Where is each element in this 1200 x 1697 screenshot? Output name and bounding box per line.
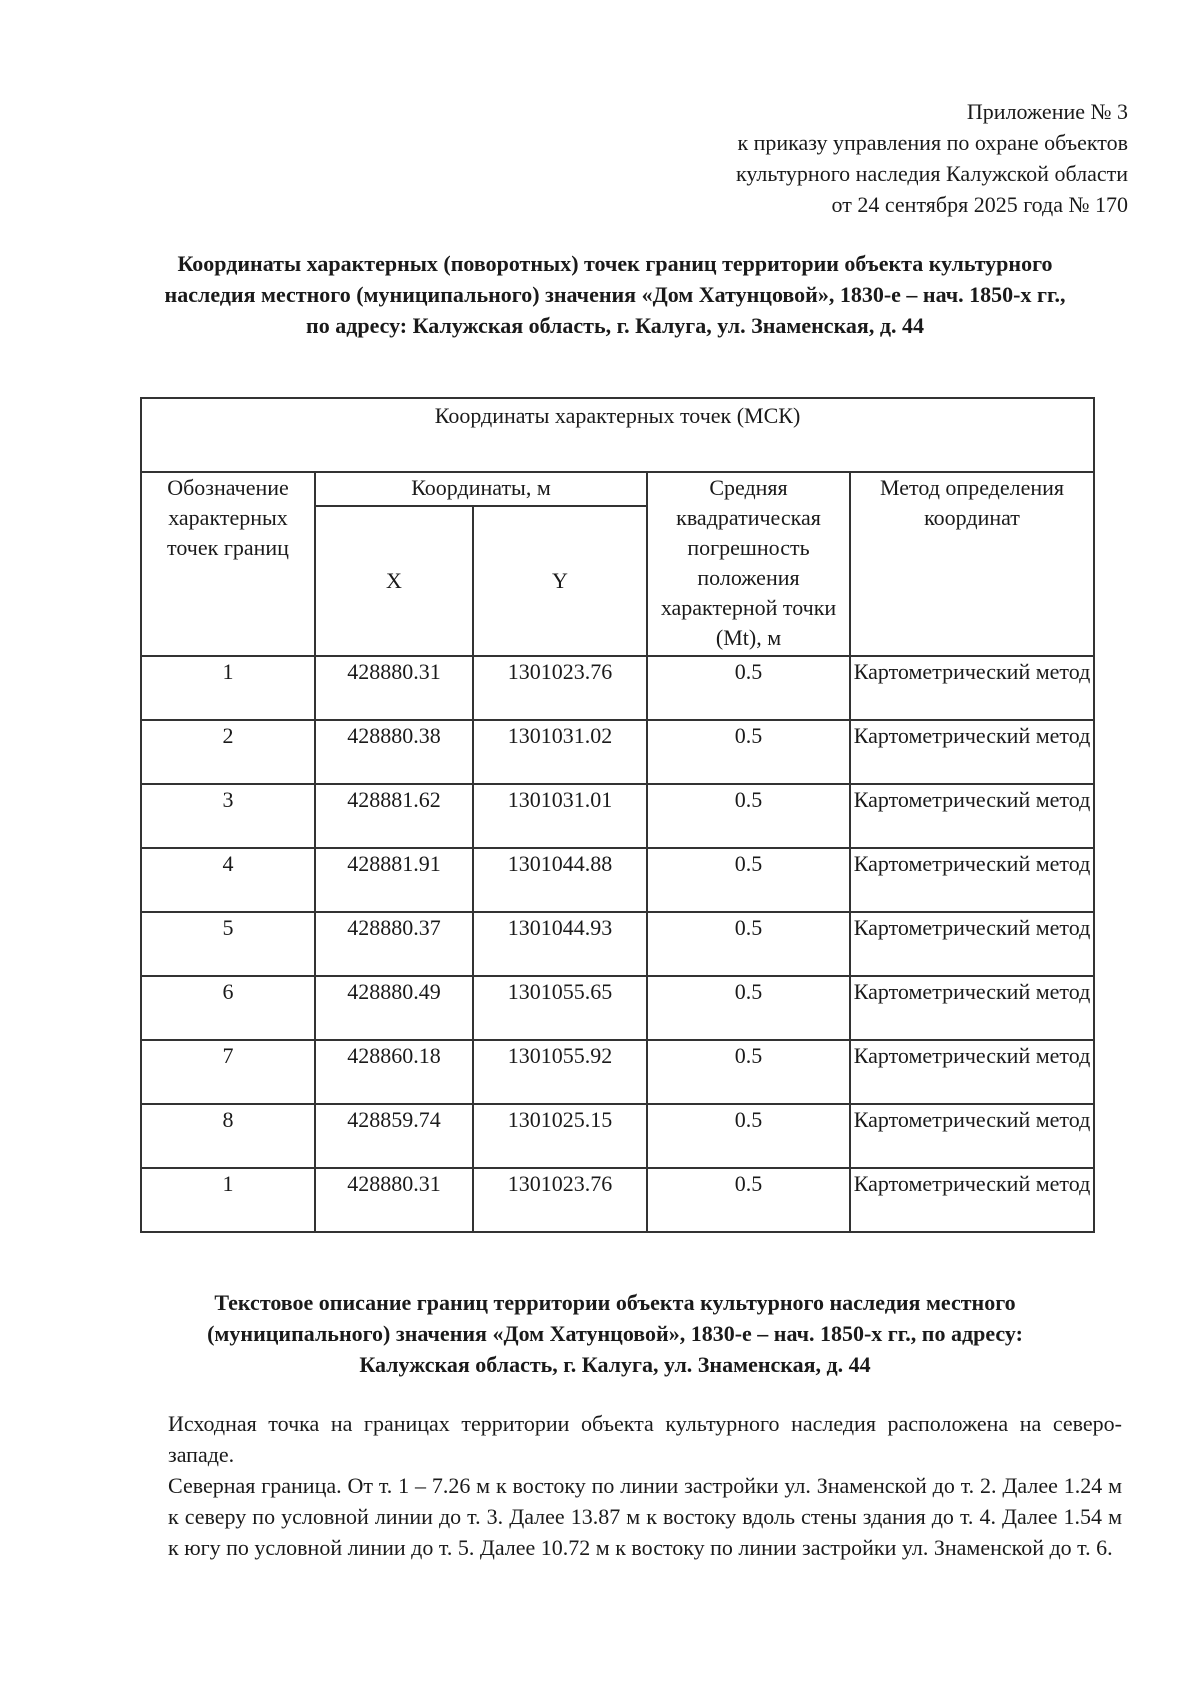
cell-method: Картометрический метод [850, 1104, 1094, 1168]
appendix-authority-line: культурного наследия Калужской области [736, 161, 1128, 186]
cell-y: 1301031.02 [473, 720, 647, 784]
cell-method: Картометрический метод [850, 848, 1094, 912]
coordinates-title: Координаты характерных (поворотных) точек границ территории объекта культурного наследия местного (муниципального) значения «Дом Хатунцовой», 1830-е – нач. 1850-х гг., по адресу: Калужская область, г. Калуга, ул. Знаменская, д. 44 [164, 251, 1066, 338]
cell-x: 428880.38 [315, 720, 473, 784]
cell-error: 0.5 [647, 1040, 850, 1104]
cell-x: 428859.74 [315, 1104, 473, 1168]
cell-y: 1301055.65 [473, 976, 647, 1040]
header-point: Обозначение характерных точек границ [141, 472, 315, 656]
paragraph-northern-boundary: Северная граница. От т. 1 – 7.26 м к востоку по линии застройки ул. Знаменской до т. 2. Далее 1.24 м к северу по условной линии до т. 3. Далее 13.87 м к востоку вдоль стены здания до т. 4. Далее 1.54 м к югу по условной линии до т. 5. Далее 10.72 м к востоку по линии застройки ул. Знаменской до т. 6. [168, 1473, 1122, 1560]
cell-method: Картометрический метод [850, 912, 1094, 976]
cell-x: 428880.31 [315, 656, 473, 720]
cell-x: 428881.91 [315, 848, 473, 912]
cell-method: Картометрический метод [850, 1040, 1094, 1104]
table-row [141, 1040, 1094, 1104]
cell-error: 0.5 [647, 912, 850, 976]
cell-point: 1 [141, 656, 315, 720]
cell-y: 1301023.76 [473, 656, 647, 720]
coordinates-table [140, 397, 1095, 1233]
cell-y: 1301044.93 [473, 912, 647, 976]
cell-error: 0.5 [647, 1168, 850, 1232]
cell-method: Картометрический метод [850, 720, 1094, 784]
paragraph-start-point: Исходная точка на границах территории объекта культурного наследия расположена на северо-западе. [168, 1411, 1122, 1467]
cell-y: 1301023.76 [473, 1168, 647, 1232]
cell-x: 428881.62 [315, 784, 473, 848]
cell-point: 1 [141, 1168, 315, 1232]
boundary-description [168, 1408, 1122, 1563]
cell-x: 428860.18 [315, 1040, 473, 1104]
cell-method: Картометрический метод [850, 784, 1094, 848]
appendix-date-line: от 24 сентября 2025 года № 170 [831, 192, 1128, 217]
table-caption: Координаты характерных точек (МСК) [141, 398, 1094, 472]
cell-error: 0.5 [647, 976, 850, 1040]
table-row [141, 1168, 1094, 1232]
cell-point: 5 [141, 912, 315, 976]
table-row [141, 784, 1094, 848]
cell-y: 1301055.92 [473, 1040, 647, 1104]
table-row [141, 720, 1094, 784]
table-row [141, 976, 1094, 1040]
cell-x: 428880.31 [315, 1168, 473, 1232]
cell-error: 0.5 [647, 784, 850, 848]
table-row [141, 912, 1094, 976]
header-coords: Координаты, м [315, 472, 647, 506]
cell-y: 1301044.88 [473, 848, 647, 912]
cell-point: 4 [141, 848, 315, 912]
header-error: Средняя квадратическая погрешность положения характерной точки (Mt), м [647, 472, 850, 656]
table-row [141, 848, 1094, 912]
cell-error: 0.5 [647, 1104, 850, 1168]
cell-error: 0.5 [647, 720, 850, 784]
cell-point: 8 [141, 1104, 315, 1168]
header-x: X [315, 506, 473, 656]
cell-y: 1301025.15 [473, 1104, 647, 1168]
header-y: Y [473, 506, 647, 656]
cell-x: 428880.37 [315, 912, 473, 976]
cell-method: Картометрический метод [850, 1168, 1094, 1232]
cell-method: Картометрический метод [850, 656, 1094, 720]
cell-point: 2 [141, 720, 315, 784]
header-method: Метод определения координат [850, 472, 1094, 656]
cell-error: 0.5 [647, 656, 850, 720]
appendix-order-line: к приказу управления по охране объектов [737, 130, 1128, 155]
cell-method: Картометрический метод [850, 976, 1094, 1040]
cell-y: 1301031.01 [473, 784, 647, 848]
table-row [141, 656, 1094, 720]
appendix-number: Приложение № 3 [966, 99, 1128, 124]
cell-point: 6 [141, 976, 315, 1040]
appendix-header [528, 96, 1128, 220]
cell-point: 7 [141, 1040, 315, 1104]
cell-point: 3 [141, 784, 315, 848]
cell-x: 428880.49 [315, 976, 473, 1040]
cell-error: 0.5 [647, 848, 850, 912]
table-row [141, 1104, 1094, 1168]
description-title: Текстовое описание границ территории объекта культурного наследия местного (муниципального) значения «Дом Хатунцовой», 1830-е – нач. 1850-х гг., по адресу: Калужская область, г. Калуга, ул. Знаменская, д. 44 [207, 1290, 1023, 1377]
